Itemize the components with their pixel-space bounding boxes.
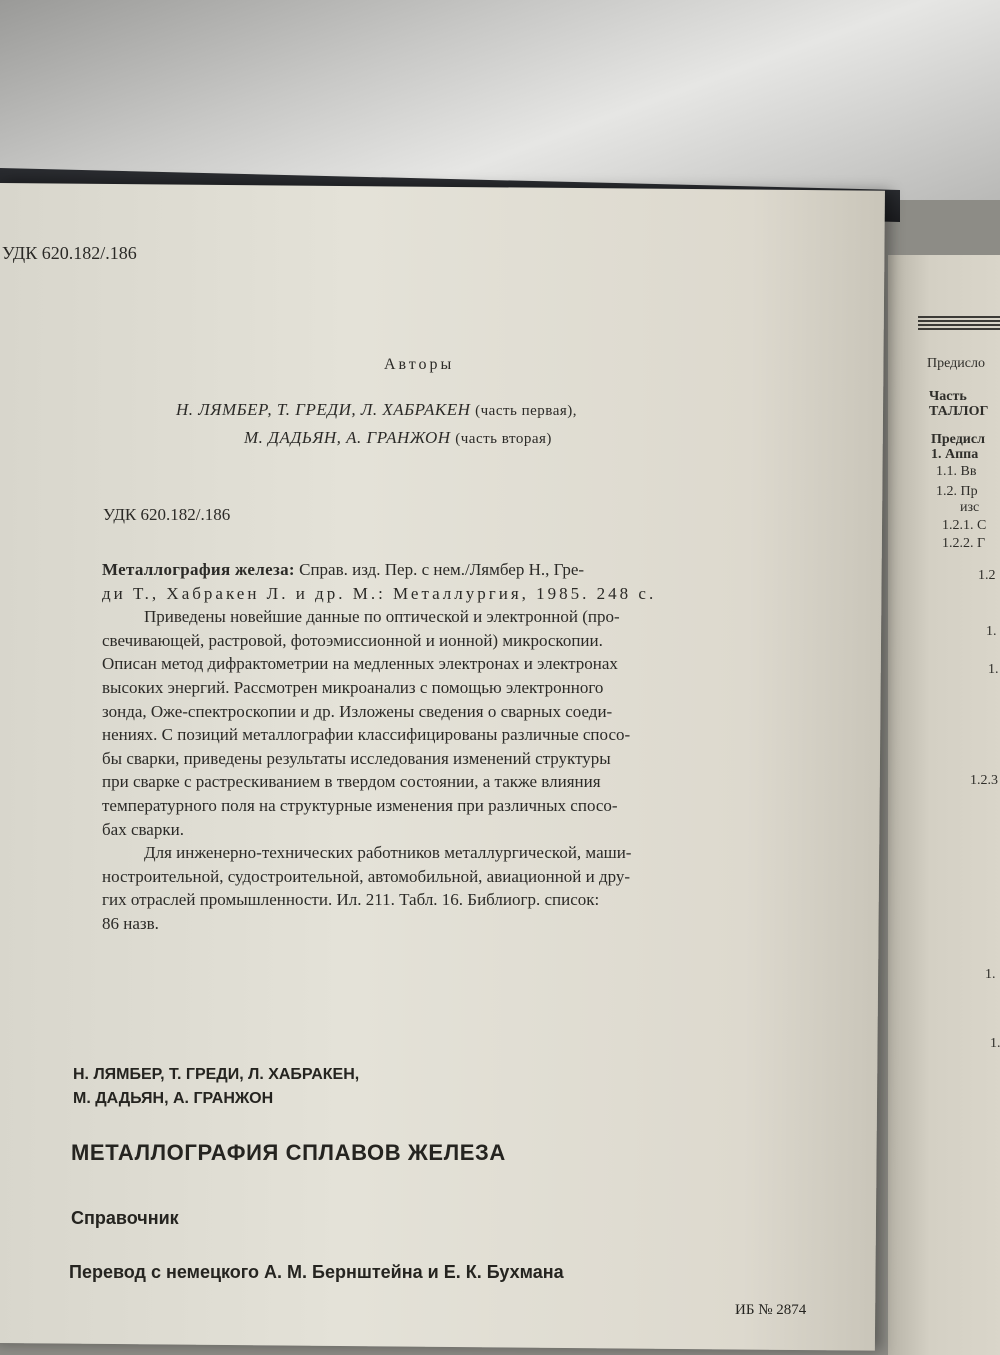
abstract-para1-line: зонда, Оже-спектроскопии и др. Изложены сведения о сварных соеди-	[102, 701, 613, 721]
right-toc-line: 1.	[985, 967, 996, 982]
book-title: МЕТАЛЛОГРАФИЯ СПЛАВОВ ЖЕЛЕЗА	[71, 1140, 506, 1165]
right-page-rules	[918, 316, 1000, 332]
abstract-para1-line: бы сварки, приведены результаты исследования изменений структуры	[102, 748, 611, 768]
right-toc-line: Предисл	[931, 432, 985, 447]
abstract-citation: Справ. изд. Пер. с нем./Лямбер Н., Гре-	[299, 560, 585, 579]
right-toc-line: 1.2.1. С	[942, 518, 987, 533]
bottom-authors-1: Н. ЛЯМБЕР, Т. ГРЕДИ, Л. ХАБРАКЕН,	[73, 1066, 360, 1083]
bottom-authors-2: М. ДАДЬЯН, А. ГРАНЖОН	[73, 1090, 274, 1107]
translation-credit: Перевод с немецкого А. М. Бернштейна и Е. К. Бухмана	[69, 1262, 564, 1282]
right-toc-line: ТАЛЛОГ	[929, 404, 989, 419]
authors-part-1: (часть первая),	[475, 403, 577, 419]
abstract-line-1	[102, 558, 822, 582]
right-toc-line: 1.	[988, 662, 999, 677]
right-toc-line: 1.2. Пр	[936, 484, 978, 499]
right-toc-line: 1.	[986, 624, 997, 639]
abstract-line-2: ди Т., Хабракен Л. и др. М.: Металлургия, 1985. 248 с.	[102, 583, 657, 603]
right-toc-line: 1.2	[978, 568, 996, 583]
abstract-block	[102, 558, 822, 936]
abstract-para1-line: температурного поля на структурные изменения при различных спосо-	[102, 795, 618, 815]
udk-mid: УДК 620.182/.186	[103, 505, 231, 524]
udk-top: УДК 620.182/.186	[2, 243, 137, 263]
authors-names-1: Н. ЛЯМБЕР, Т. ГРЕДИ, Л. ХАБРАКЕН	[176, 400, 471, 419]
right-page	[888, 255, 1000, 1355]
right-toc-line: 1.2.3	[970, 773, 998, 788]
authors-line-2	[244, 428, 552, 448]
right-toc-line: 1.1. Вв	[936, 464, 977, 479]
abstract-title: Металлография железа:	[102, 560, 295, 579]
abstract-para1-line: бах сварки.	[102, 819, 184, 839]
authors-part-2: (часть вторая)	[455, 431, 552, 447]
right-toc-line: Часть	[929, 389, 967, 404]
right-toc-line: 1.	[990, 1036, 1000, 1051]
book-type: Справочник	[71, 1208, 179, 1228]
ib-number: ИБ № 2874	[735, 1302, 807, 1318]
right-toc-line: 1.2.2. Г	[942, 536, 986, 551]
abstract-para1-line: свечивающей, растровой, фотоэмиссионной и ионной) микроскопии.	[102, 630, 603, 650]
abstract-para1-line: Приведены новейшие данные по оптической и электронной (про-	[144, 607, 620, 627]
abstract-para2-line: 86 назв.	[102, 913, 159, 933]
abstract-para1-line: высоких энергий. Рассмотрен микроанализ с помощью электронного	[102, 677, 604, 697]
abstract-para2-line: гих отраслей промышленности. Ил. 211. Табл. 16. Библиогр. список:	[102, 890, 600, 910]
right-toc-line: Предисло	[927, 356, 985, 371]
abstract-para1-line: при сварке с растрескиванием в твердом состоянии, а также влияния	[102, 772, 601, 792]
abstract-para2-line: Для инженерно-технических работников металлургической, маши-	[144, 843, 632, 863]
authors-names-2: М. ДАДЬЯН, А. ГРАНЖОН	[244, 428, 451, 447]
right-toc-line: 1. Аппа	[931, 447, 979, 462]
authors-heading: Авторы	[384, 356, 455, 373]
abstract-para1-line: нениях. С позиций металлографии классифицированы различные спосо-	[102, 725, 631, 745]
authors-line-1	[176, 400, 577, 420]
abstract-para2-line: ностроительной, судостроительной, автомобильной, авиационной и дру-	[102, 866, 631, 886]
right-toc-line: изс	[960, 500, 980, 515]
abstract-para1-line: Описан метод дифрактометрии на медленных электронах и электронах	[102, 654, 618, 674]
background-surface	[0, 0, 1000, 200]
